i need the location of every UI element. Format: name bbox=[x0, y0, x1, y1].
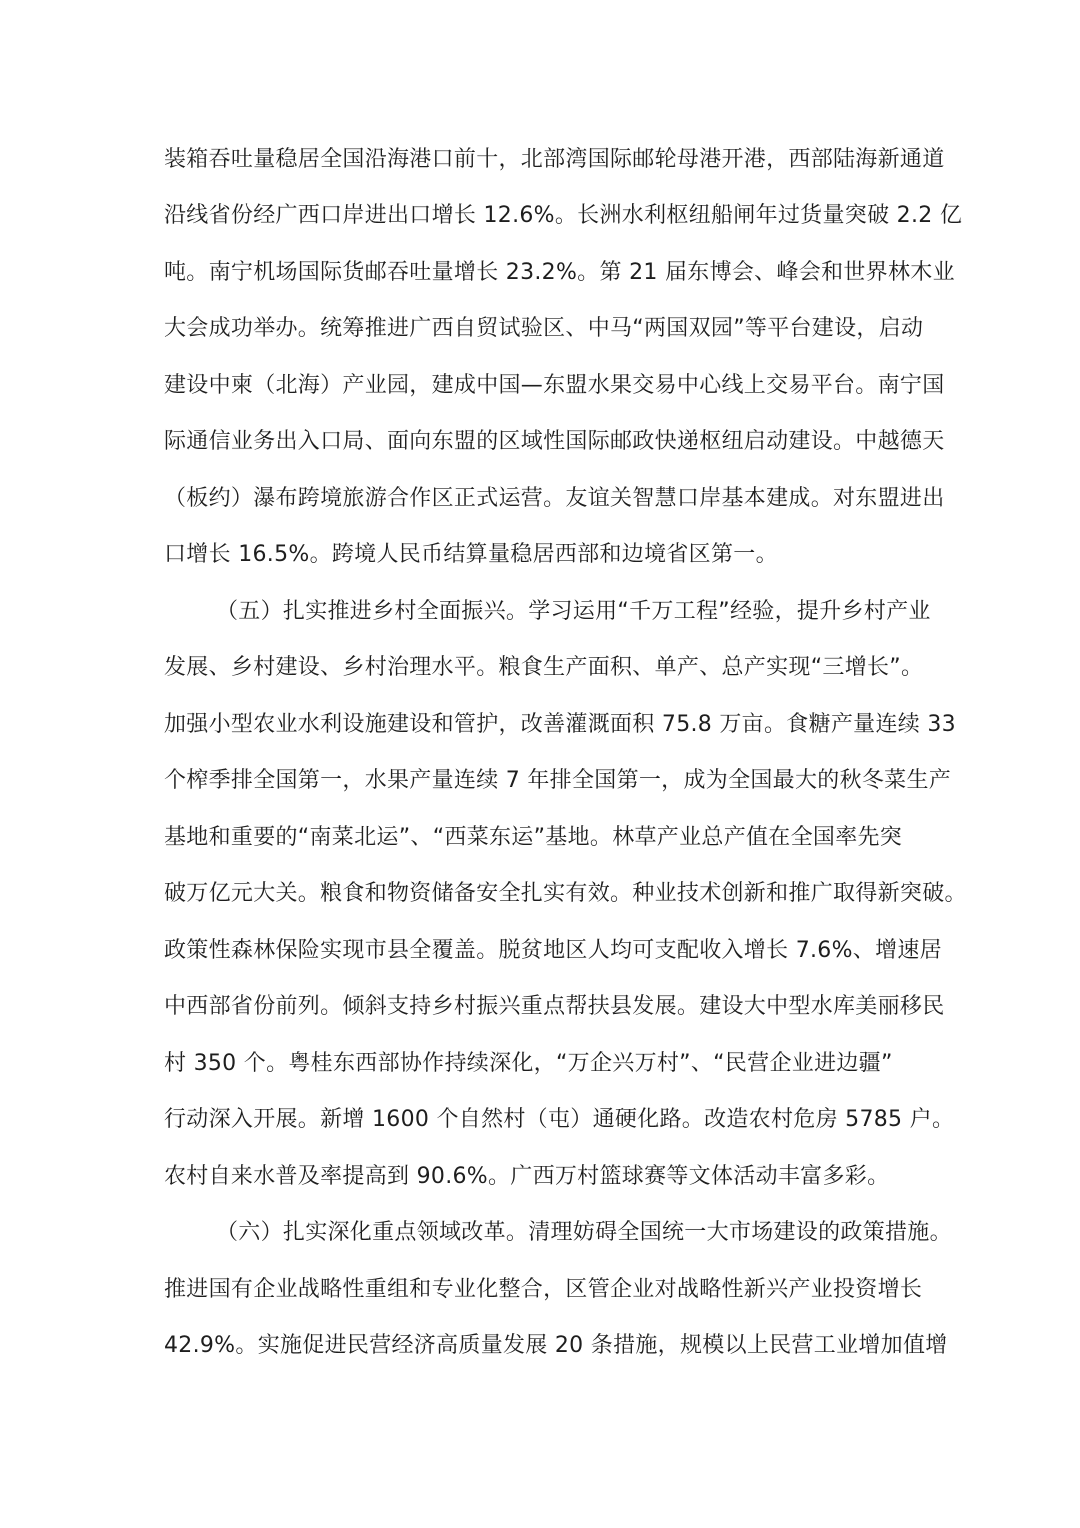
text-line-14: 破万亿元大关。粮食和物资储备安全扎实有效。种业技术创新和推广取得新突破。 bbox=[164, 881, 967, 906]
text-line-1: 装箱吞吐量稳居全国沿海港口前十，北部湾国际邮轮母港开港，西部陆海新通道 bbox=[164, 147, 945, 172]
text-line-22: 42.9%。实施促进民营经济高质量发展 20 条措施，规模以上民营工业增加值增 bbox=[164, 1333, 948, 1358]
text-line-12: 个榨季排全国第一，水果产量连续 7 年排全国第一，成为全国最大的秋冬菜生产 bbox=[164, 768, 952, 793]
text-line-11: 加强小型农业水利设施建设和管护，改善灌溉面积 75.8 万亩。食糖产量连续 33 bbox=[164, 712, 956, 737]
text-line-17: 村 350 个。粤桂东西部协作持续深化，“万企兴万村”、“民营企业进边疆” bbox=[164, 1051, 893, 1076]
text-line-4: 大会成功举办。统筹推进广西自贸试验区、中马“两国双园”等平台建设，启动 bbox=[164, 316, 924, 341]
text-line-6: 际通信业务出入口局、面向东盟的区域性国际邮政快递枢纽启动建设。中越德天 bbox=[164, 429, 945, 454]
text-line-7: （板约）瀑布跨境旅游合作区正式运营。友谊关智慧口岸基本建成。对东盟进出 bbox=[164, 486, 945, 511]
text-line-18: 行动深入开展。新增 1600 个自然村（屯）通硬化路。改造农村危房 5785 户。 bbox=[164, 1107, 955, 1132]
section-heading-5: （五）扎实推进乡村全面振兴。学习运用“千万工程”经验，提升乡村产业 bbox=[216, 599, 931, 624]
text-line-2: 沿线省份经广西口岸进出口增长 12.6%。长洲水利枢纽船闸年过货量突破 2.2 亿 bbox=[164, 203, 963, 228]
text-line-16: 中西部省份前列。倾斜支持乡村振兴重点帮扶县发展。建设大中型水库美丽移民 bbox=[164, 994, 945, 1019]
text-line-5: 建设中柬（北海）产业园，建成中国—东盟水果交易中心线上交易平台。南宁国 bbox=[164, 373, 945, 398]
text-line-3: 吨。南宁机场国际货邮吞吐量增长 23.2%。第 21 届东博会、峰会和世界林木业 bbox=[164, 260, 955, 285]
text-line-13: 基地和重要的“南菜北运”、“西菜东运”基地。林草产业总产值在全国率先突 bbox=[164, 825, 903, 850]
text-line-15: 政策性森林保险实现市县全覆盖。脱贫地区人均可支配收入增长 7.6%、增速居 bbox=[164, 938, 942, 963]
section-heading-6: （六）扎实深化重点领域改革。清理妨碍全国统一大市场建设的政策措施。 bbox=[216, 1220, 952, 1245]
text-line-19: 农村自来水普及率提高到 90.6%。广西万村篮球赛等文体活动丰富多彩。 bbox=[164, 1164, 890, 1189]
text-line-21: 推进国有企业战略性重组和专业化整合，区管企业对战略性新兴产业投资增长 bbox=[164, 1277, 923, 1302]
text-line-10: 发展、乡村建设、乡村治理水平。粮食生产面积、单产、总产实现“三增长”。 bbox=[164, 655, 924, 680]
text-line-8: 口增长 16.5%。跨境人民币结算量稳居西部和边境省区第一。 bbox=[164, 542, 778, 567]
